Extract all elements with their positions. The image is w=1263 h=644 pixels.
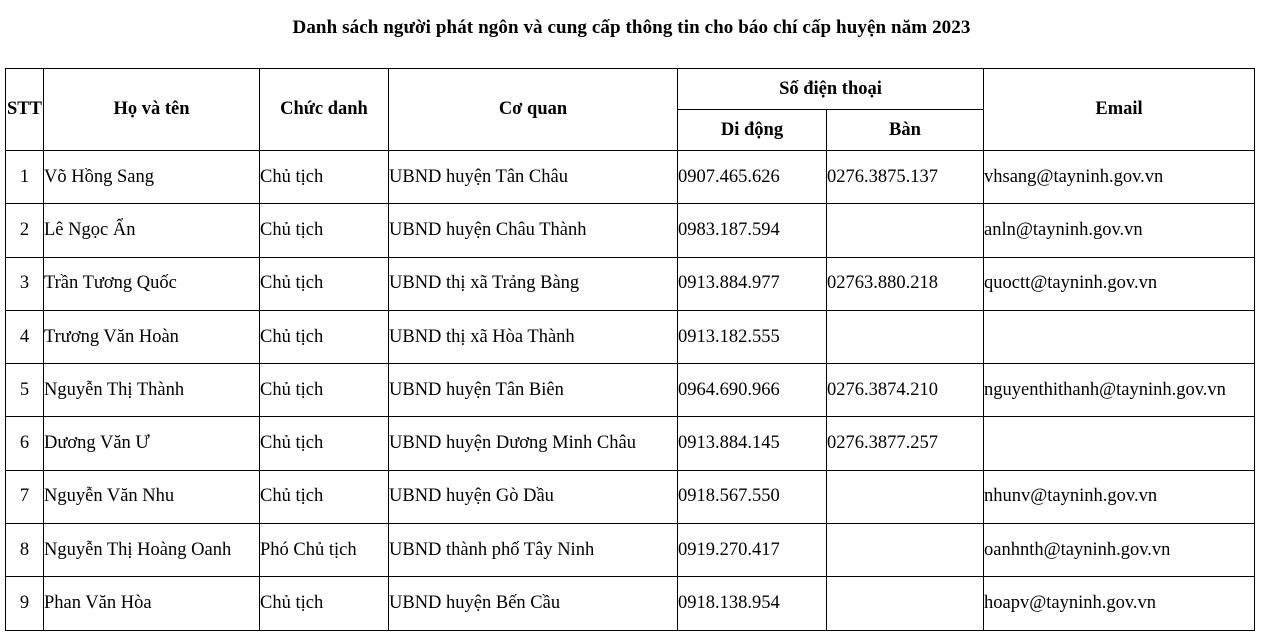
cell-email: nhunv@tayninh.gov.vn [984,470,1255,523]
cell-name: Trương Văn Hoàn [44,310,260,363]
cell-landline [827,577,984,630]
table-body [6,151,1255,631]
cell-name: Nguyễn Văn Nhu [44,470,260,523]
cell-stt: 1 [6,151,44,204]
cell-stt: 5 [6,364,44,417]
cell-position: Chủ tịch [260,417,389,470]
cell-landline: 0276.3874.210 [827,364,984,417]
header-row-main [6,69,1255,110]
cell-email [984,417,1255,470]
spokesperson-table [5,68,1255,631]
cell-mobile: 0918.567.550 [678,470,827,523]
cell-email: quoctt@tayninh.gov.vn [984,257,1255,310]
cell-stt: 3 [6,257,44,310]
cell-position: Chủ tịch [260,204,389,257]
table-row [6,577,1255,630]
header-landline: Bàn [827,110,984,151]
cell-agency: UBND thành phố Tây Ninh [389,524,678,577]
table-row [6,310,1255,363]
cell-email: anln@tayninh.gov.vn [984,204,1255,257]
header-stt: STT [6,69,44,151]
header-agency: Cơ quan [389,69,678,151]
table-row [6,151,1255,204]
cell-stt: 8 [6,524,44,577]
header-position: Chức danh [260,69,389,151]
cell-stt: 2 [6,204,44,257]
cell-stt: 9 [6,577,44,630]
cell-name: Nguyễn Thị Hoàng Oanh [44,524,260,577]
table-row [6,204,1255,257]
cell-mobile: 0964.690.966 [678,364,827,417]
cell-landline [827,204,984,257]
cell-agency: UBND huyện Dương Minh Châu [389,417,678,470]
header-email: Email [984,69,1255,151]
cell-landline: 02763.880.218 [827,257,984,310]
cell-mobile: 0913.884.977 [678,257,827,310]
cell-position: Chủ tịch [260,364,389,417]
cell-position: Chủ tịch [260,310,389,363]
cell-name: Võ Hồng Sang [44,151,260,204]
cell-landline: 0276.3877.257 [827,417,984,470]
cell-mobile: 0919.270.417 [678,524,827,577]
cell-landline [827,310,984,363]
cell-stt: 7 [6,470,44,523]
document-title: Danh sách người phát ngôn và cung cấp thông tin cho báo chí cấp huyện năm 2023 [292,17,971,38]
cell-name: Nguyễn Thị Thành [44,364,260,417]
table-row [6,470,1255,523]
cell-name: Phan Văn Hòa [44,577,260,630]
table-row [6,524,1255,577]
table-row [6,257,1255,310]
cell-email: nguyenthithanh@tayninh.gov.vn [984,364,1255,417]
cell-agency: UBND huyện Châu Thành [389,204,678,257]
cell-position: Chủ tịch [260,577,389,630]
cell-name: Lê Ngọc Ẩn [44,204,260,257]
cell-name: Dương Văn Ư [44,417,260,470]
cell-agency: UBND huyện Tân Biên [389,364,678,417]
cell-mobile: 0913.884.145 [678,417,827,470]
table-row [6,417,1255,470]
cell-agency: UBND huyện Bến Cầu [389,577,678,630]
cell-agency: UBND thị xã Trảng Bàng [389,257,678,310]
header-name: Họ và tên [44,69,260,151]
cell-mobile: 0913.182.555 [678,310,827,363]
cell-position: Chủ tịch [260,151,389,204]
cell-email: vhsang@tayninh.gov.vn [984,151,1255,204]
cell-agency: UBND huyện Gò Dầu [389,470,678,523]
cell-agency: UBND thị xã Hòa Thành [389,310,678,363]
table-row [6,364,1255,417]
cell-email: oanhnth@tayninh.gov.vn [984,524,1255,577]
cell-agency: UBND huyện Tân Châu [389,151,678,204]
cell-landline [827,524,984,577]
cell-position: Chủ tịch [260,470,389,523]
cell-position: Phó Chủ tịch [260,524,389,577]
cell-stt: 4 [6,310,44,363]
cell-name: Trần Tương Quốc [44,257,260,310]
cell-stt: 6 [6,417,44,470]
cell-position: Chủ tịch [260,257,389,310]
cell-email: hoapv@tayninh.gov.vn [984,577,1255,630]
cell-email [984,310,1255,363]
header-phone: Số điện thoại [678,69,984,110]
cell-mobile: 0918.138.954 [678,577,827,630]
header-mobile: Di động [678,110,827,151]
cell-landline: 0276.3875.137 [827,151,984,204]
cell-mobile: 0983.187.594 [678,204,827,257]
cell-mobile: 0907.465.626 [678,151,827,204]
cell-landline [827,470,984,523]
